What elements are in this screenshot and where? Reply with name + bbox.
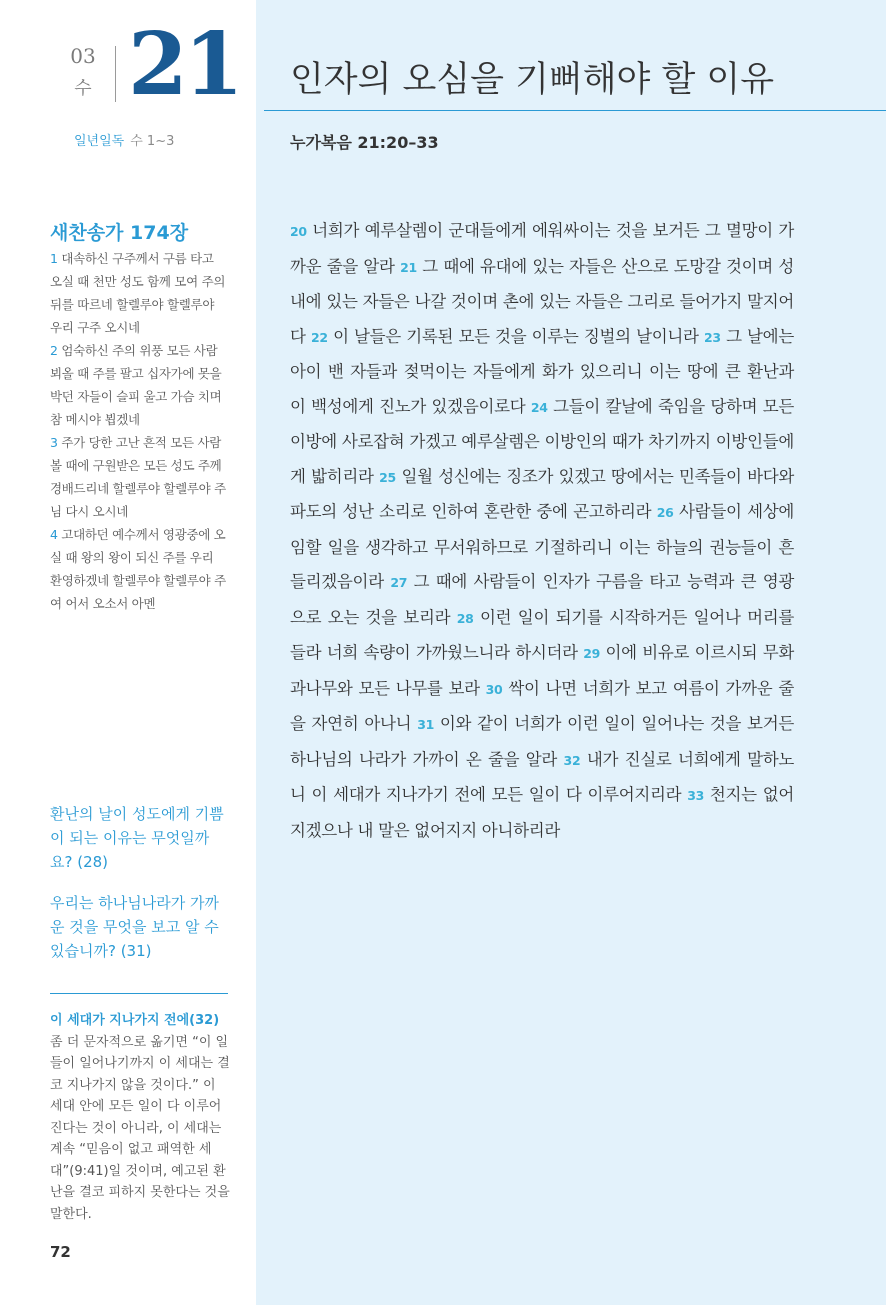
hymn-verse-number: 2 xyxy=(50,343,58,358)
date-weekday: 수 xyxy=(74,78,92,99)
verse-text: 사람들이 세상에 임할 일을 생각하고 무서워하므로 기절하리니 이는 하늘의 권능들이 흔들리겠음이라 xyxy=(290,502,794,591)
verse-number: 32 xyxy=(563,752,581,768)
verse-text: 일월 성신에는 징조가 있겠고 땅에서는 민족들이 바다와 파도의 성난 소리로 인하여 혼란한 중에 곤고하리라 xyxy=(290,466,794,521)
reading-plan-label: 일년일독 xyxy=(74,134,125,149)
question: 환난의 날이 성도에게 기쁨이 되는 이유는 무엇일까요? (28) xyxy=(50,805,224,871)
scripture-text xyxy=(290,214,794,848)
verse-number: 29 xyxy=(583,646,601,661)
date-day: 21 xyxy=(128,14,240,115)
verse-text: 싹이 나면 너희가 보고 여름이 가까운 줄을 자연히 아나니 xyxy=(290,678,794,733)
hymn-title: 새찬송가 174장 xyxy=(50,222,189,244)
verse-number: 31 xyxy=(417,717,434,732)
verse-number: 22 xyxy=(310,329,328,345)
hymn-verse-text: 주가 당한 고난 흔적 모든 사람 볼 때에 구원받은 모든 성도 주께 경배드리네 할렐루야 할렐루야 주님 다시 오시네 xyxy=(50,435,226,519)
hymn-lyrics xyxy=(50,247,228,615)
hymn-verse-text: 대속하신 구주께서 구름 타고 오실 때 천만 성도 함께 모여 주의 뒤를 따르네 할렐루야 할렐루야 우리 구주 오시네 xyxy=(50,251,226,335)
verse-number: 25 xyxy=(379,469,396,485)
verse-text: 너희가 예루살렘이 군대들에게 에워싸이는 것을 보거든 그 멸망이 가까운 줄을 알라 xyxy=(290,221,794,276)
question: 우리는 하나님나라가 가까운 것을 무엇을 보고 알 수 있습니까? (31) xyxy=(50,894,219,960)
verse-text: 그 때에 사람들이 인자가 구름을 타고 능력과 큰 영광으로 오는 것을 보리라 xyxy=(290,572,794,627)
hymn-verse xyxy=(50,247,228,339)
title-underline xyxy=(264,110,886,111)
verse-text: 이에 비유로 이르시되 무화과나무와 모든 나무를 보라 xyxy=(290,643,794,698)
verse-number: 26 xyxy=(656,505,674,520)
date-divider xyxy=(115,46,116,102)
hymn-verse-text: 엄숙하신 주의 위풍 모든 사람 뵈올 때 주를 팔고 십자가에 못을 박던 자들이 슬피 울고 가슴 치며 참 메시야 뵙겠네 xyxy=(50,343,222,427)
hymn-verse-text: 고대하던 예수께서 영광중에 오실 때 왕의 왕이 되신 주를 우리 환영하겠네 할렐루야 할렐루야 주여 어서 오소서 아멘 xyxy=(50,527,226,611)
page-title: 인자의 오심을 기뻐해야 할 이유 xyxy=(290,60,775,100)
verse-number: 20 xyxy=(290,224,307,239)
page-number: 72 xyxy=(50,1243,71,1261)
verse-number: 27 xyxy=(390,575,408,590)
scripture-verse xyxy=(311,327,699,346)
passage-reference: 누가복음 21:20–33 xyxy=(290,133,439,152)
verse-number: 21 xyxy=(400,259,417,275)
verse-text: 그들이 칼날에 죽임을 당하며 모든 이방에 사로잡혀 가겠고 예루살렘은 이방인의 때가 차기까지 이방인들에게 밟히리라 xyxy=(290,396,794,486)
verse-text: 이와 같이 너희가 이런 일이 일어나는 것을 보거든 하나님의 나라가 가까이 온 줄을 알라 xyxy=(290,714,794,769)
date-month: 03 xyxy=(70,44,96,68)
verse-number: 24 xyxy=(530,399,548,415)
hymn-verse-number: 1 xyxy=(50,251,58,266)
note-body: 좀 더 문자적으로 옮기면 “이 일들이 일어나기까지 이 세대는 결코 지나가지 않을 것이다.” 이 세대 안에 모든 일이 다 이루어진다는 것이 아니라, 이 세대는 계속 “믿음이 없고 패역한 세대”(9:41)일 것이며, 예고된 환난을 결코 피하지 못한다는 것을 말한다. xyxy=(50,1034,230,1222)
verse-text: 그 날에는 아이 밴 자들과 젖먹이는 자들에게 화가 있으리니 이는 땅에 큰 환난과 이 백성에게 진노가 있겠음이로다 xyxy=(290,326,794,416)
hymn-verse xyxy=(50,523,228,615)
reflection-questions xyxy=(50,802,230,980)
hymn-verse-number: 3 xyxy=(50,435,58,450)
sidebar xyxy=(0,0,256,1305)
hymn-verse xyxy=(50,431,228,523)
verse-number: 23 xyxy=(703,329,721,345)
verse-number: 28 xyxy=(456,610,474,626)
study-note xyxy=(50,1010,230,1225)
verse-text: 이 날들은 기록된 모든 것을 이루는 징벌의 날이니라 xyxy=(333,326,699,346)
verse-number: 30 xyxy=(485,681,503,697)
verse-text: 내가 진실로 너희에게 말하노니 이 세대가 지나가기 전에 모든 일이 다 이루어지리라 xyxy=(290,749,794,804)
verse-text: 이런 일이 되기를 시작하거든 일어나 머리를 들라 너희 속량이 가까웠느니라 하시더라 xyxy=(290,607,794,662)
reading-plan xyxy=(74,130,174,149)
verse-text: 천지는 없어지겠으나 내 말은 없어지지 아니하리라 xyxy=(290,785,794,840)
hymn-verse xyxy=(50,339,228,431)
hymn-verse-number: 4 xyxy=(50,527,58,542)
verse-text: 그 때에 유대에 있는 자들은 산으로 도망갈 것이며 성내에 있는 자들은 나갈 것이며 촌에 있는 자들은 그리로 들어가지 말지어다 xyxy=(290,256,794,346)
note-divider xyxy=(50,993,228,994)
verse-number: 33 xyxy=(687,788,704,803)
note-title: 이 세대가 지나가지 전에(32) xyxy=(50,1013,220,1028)
reading-plan-refs: 수 1~3 xyxy=(130,134,175,149)
